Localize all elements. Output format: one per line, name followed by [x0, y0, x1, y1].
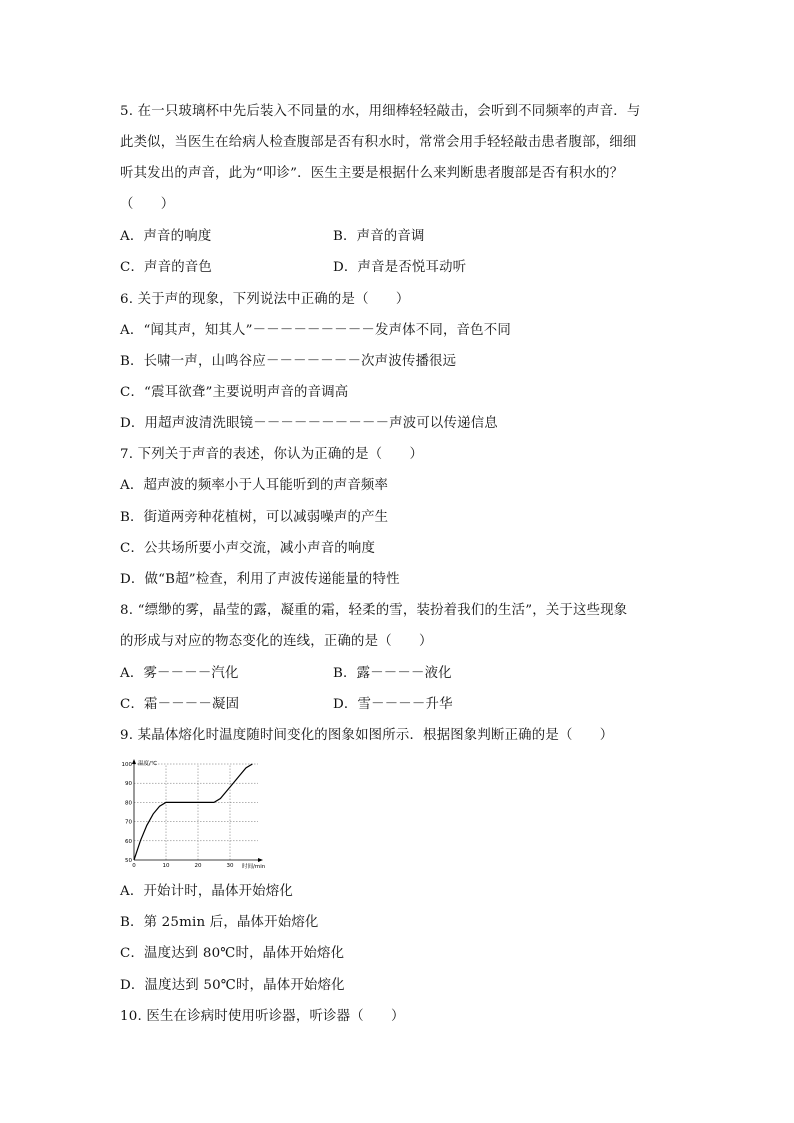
- x-tick-label: 10: [162, 863, 170, 869]
- x-axis-arrow: [258, 858, 263, 862]
- q5-option-c: C．声音的音色: [120, 260, 212, 275]
- q8-stem-line-1: 8. “缥缈的雾，晶莹的露，凝重的霜，轻柔的雪，装扮着我们的生活”，关于这些现象: [120, 603, 628, 618]
- y-axis-label: 温度/℃: [138, 761, 158, 767]
- q7-option-a: A．超声波的频率小于人耳能听到的声音频率: [120, 478, 389, 493]
- q8-option-b: B．露－－－－液化: [333, 666, 452, 681]
- q7-stem: 7. 下列关于声音的表述，你认为正确的是（ ）: [120, 447, 424, 462]
- q10-stem: 10. 医生在诊病时使用听诊器，听诊器（ ）: [120, 1009, 405, 1024]
- q5-stem-line-3: 听其发出的声音，此为“叩诊”．医生主要是根据什么来判断患者腹部是否有积水的？: [120, 166, 624, 181]
- q5-option-b: B．声音的音调: [333, 229, 425, 244]
- q7-option-d: D．做“B超”检查，利用了声波传递能量的特性: [120, 572, 400, 587]
- y-tick-label: 60: [125, 838, 132, 845]
- q9-option-a: A．开始计时，晶体开始熔化: [120, 884, 293, 899]
- q6-option-a: A．“闻其声，知其人”－－－－－－－－－发声体不同，音色不同: [120, 323, 511, 338]
- y-tick-label: 100: [121, 762, 132, 768]
- q9-option-c: C．温度达到 80℃时，晶体开始熔化: [120, 946, 345, 961]
- q9-stem: 9. 某晶体熔化时温度随时间变化的图象如图所示．根据图象判断正确的是（ ）: [120, 728, 614, 743]
- q6-option-d: D．用超声波清洗眼镜－－－－－－－－－－声波可以传递信息: [120, 416, 498, 431]
- chart-grid: [134, 764, 258, 860]
- x-tick-label: 30: [226, 863, 234, 869]
- melting-curve-chart: [118, 756, 278, 870]
- chart-ticks: [122, 762, 234, 869]
- q6-option-b: B．长啸一声，山鸣谷应－－－－－－－次声波传播很远: [120, 354, 457, 369]
- q9-option-b: B．第 25min 后，晶体开始熔化: [120, 915, 319, 930]
- x-tick-label: 20: [194, 863, 202, 869]
- q8-option-c: C．霜－－－－凝固: [120, 697, 240, 712]
- q8-option-a: A．雾－－－－汽化: [120, 666, 239, 681]
- q6-stem: 6. 关于声的现象，下列说法中正确的是（ ）: [120, 292, 410, 307]
- q9-option-d: D．温度达到 50℃时，晶体开始熔化: [120, 978, 345, 993]
- q5-blank: （ ）: [120, 197, 175, 212]
- y-axis-arrow: [132, 759, 136, 764]
- x-tick-label: 0: [132, 863, 136, 869]
- q7-option-c: C．公共场所要小声交流，减小声音的响度: [120, 541, 376, 556]
- chart-axes: [132, 759, 266, 870]
- y-tick-label: 70: [125, 819, 132, 826]
- q5-stem-line-1: 5. 在一只玻璃杯中先后装入不同量的水，用细棒轻轻敲击，会听到不同频率的声音．与: [120, 104, 641, 119]
- y-tick-label: 90: [125, 781, 132, 788]
- q7-option-b: B．街道两旁种花植树，可以减弱噪声的产生: [120, 510, 389, 525]
- y-tick-label: 80: [125, 800, 132, 807]
- x-axis-label: 时间/min: [242, 864, 266, 870]
- q6-option-c: C．“震耳欲聋”主要说明声音的音调高: [120, 385, 349, 400]
- y-tick-label: 50: [125, 858, 132, 864]
- q8-option-d: D．雪－－－－升华: [333, 697, 453, 712]
- q8-stem-line-2: 的形成与对应的物态变化的连线，正确的是（ ）: [120, 634, 433, 649]
- q5-stem-line-2: 此类似，当医生在给病人检查腹部是否有积水时，常常会用手轻轻敲击患者腹部，细细: [120, 135, 637, 150]
- q5-option-d: D．声音是否悦耳动听: [333, 260, 467, 275]
- q5-option-a: A．声音的响度: [120, 229, 212, 244]
- temperature-curve: [134, 764, 252, 860]
